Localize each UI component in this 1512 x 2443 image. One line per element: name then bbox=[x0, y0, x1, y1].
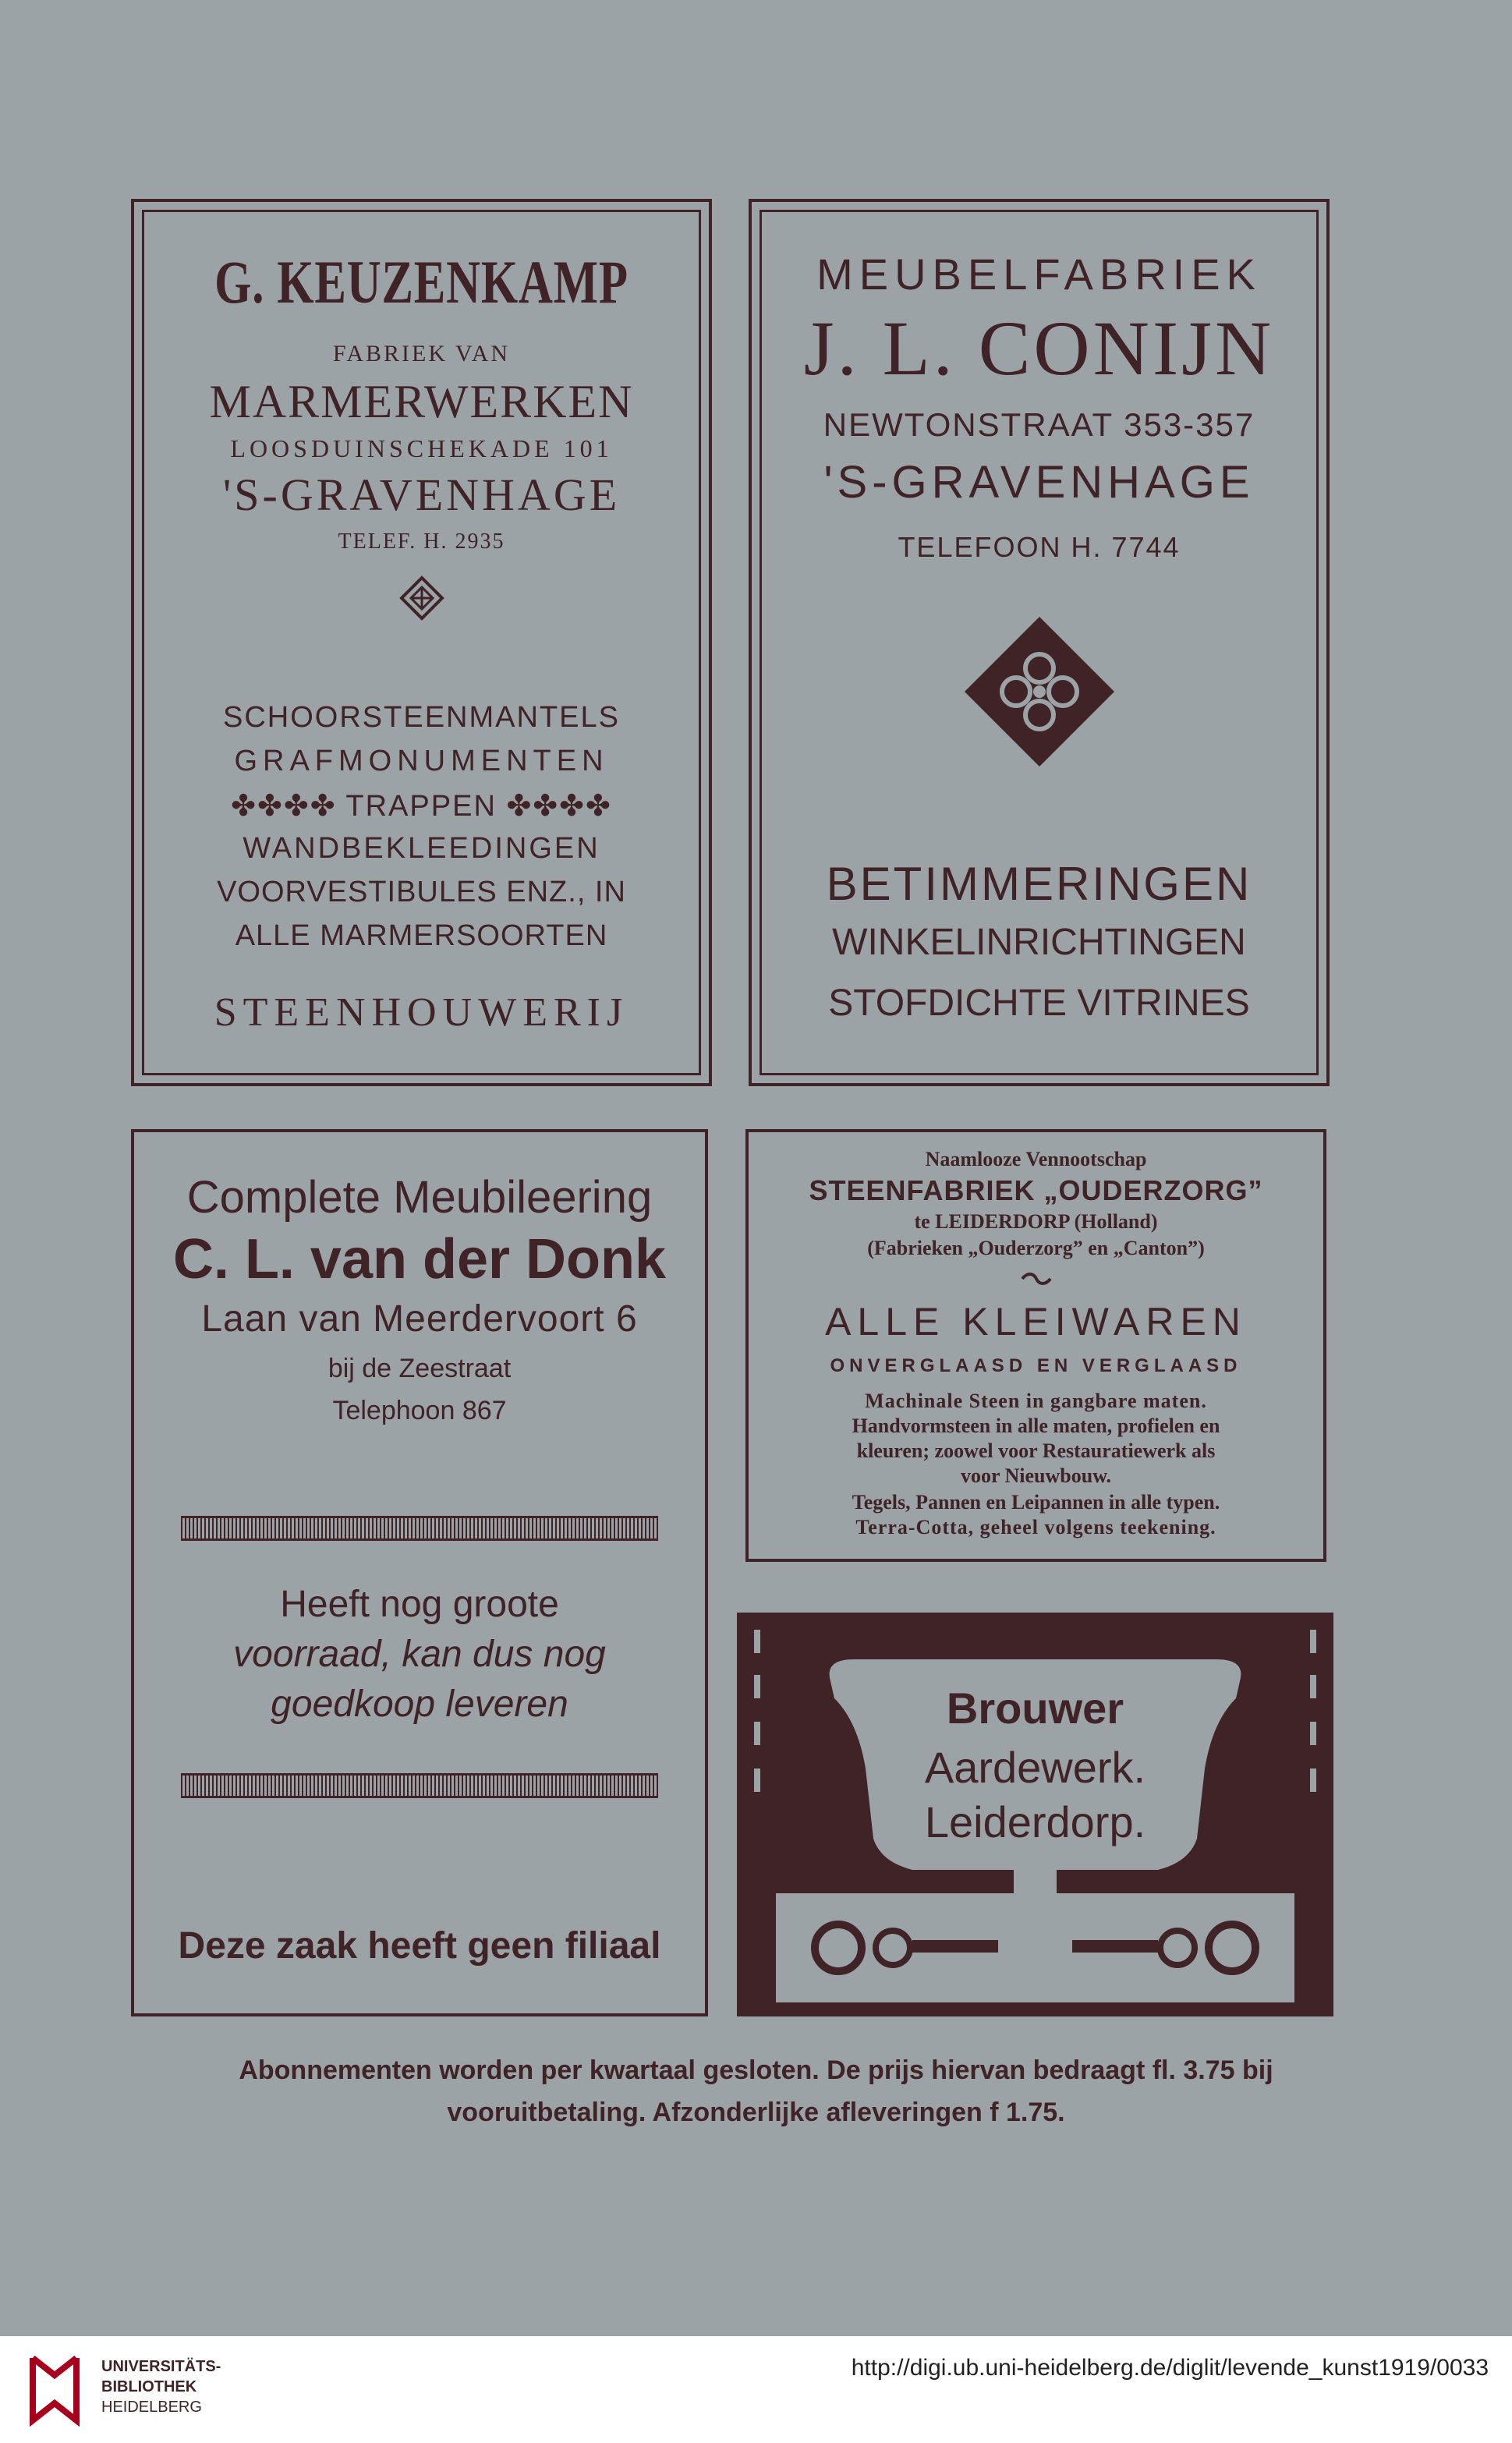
company-header: MEUBELFABRIEK bbox=[816, 250, 1262, 299]
ad-vanderdonk bbox=[131, 1129, 708, 2016]
hatched-divider bbox=[181, 1773, 658, 1798]
product-detail: kleuren; zoowel voor Restauratiewerk als bbox=[856, 1439, 1216, 1462]
company-city: 'S-GRAVENHAGE bbox=[222, 469, 621, 520]
diamond-ornament-icon bbox=[134, 575, 709, 625]
company-near: bij de Zeestraat bbox=[328, 1354, 512, 1383]
service-item: WINKELINRICHTINGEN bbox=[832, 922, 1246, 963]
product-headline: ALLE KLEIWAREN bbox=[825, 1300, 1247, 1344]
library-name: UNIVERSITÄTS- bbox=[101, 2358, 221, 2375]
product-detail: voor Nieuwbouw. bbox=[960, 1464, 1112, 1487]
service-item: GRAFMONUMENTEN bbox=[234, 745, 609, 777]
company-name: G. KEUZENKAMP bbox=[214, 248, 629, 316]
company-trade: MARMERWERKEN bbox=[209, 376, 634, 427]
company-address: Laan van Meerdervoort 6 bbox=[201, 1298, 638, 1340]
service-item: ✤✤✤✤ TRAPPEN ✤✤✤✤ bbox=[231, 790, 612, 823]
offer-line: voorraad, kan dus nog bbox=[233, 1634, 606, 1675]
company-name: STEENFABRIEK „OUDERZORG” bbox=[809, 1174, 1263, 1206]
company-location: te LEIDERDORP (Holland) bbox=[914, 1210, 1158, 1233]
company-street: LOOSDUINSCHEKADE 101 bbox=[230, 434, 613, 462]
service-item: WANDBEKLEEDINGEN bbox=[243, 832, 600, 865]
brand-line: Brouwer bbox=[946, 1684, 1124, 1733]
library-logo-icon bbox=[23, 2349, 86, 2434]
company-footer: Deze zaak heeft geen filiaal bbox=[178, 1925, 661, 1967]
ad-ouderzorg bbox=[745, 1129, 1326, 1562]
product-detail: Handvormsteen in alle maten, profielen en bbox=[852, 1414, 1220, 1437]
brand-line: Aardewerk. bbox=[924, 1743, 1146, 1792]
service-item: STOFDICHTE VITRINES bbox=[828, 983, 1250, 1024]
product-detail: Machinale Steen in gangbare maten. bbox=[865, 1390, 1207, 1412]
ad-brouwer bbox=[737, 1613, 1333, 2016]
company-type: Naamlooze Vennootschap bbox=[925, 1148, 1147, 1170]
service-item: BETIMMERINGEN bbox=[826, 858, 1252, 910]
company-street: NEWTONSTRAAT 353-357 bbox=[823, 406, 1255, 443]
company-factories: (Fabrieken „Ouderzorg” en „Canton”) bbox=[867, 1237, 1205, 1259]
product-detail: Terra-Cotta, geheel volgens teekening. bbox=[855, 1516, 1216, 1538]
offer-line: Heeft nog groote bbox=[280, 1584, 559, 1625]
company-phone: TELEF. H. 2935 bbox=[338, 529, 505, 554]
company-subtitle: FABRIEK VAN bbox=[332, 341, 511, 366]
source-url[interactable]: http://digi.ub.uni-heidelberg.de/diglit/levende_kunst1919/0033 bbox=[851, 2355, 1489, 2381]
library-name: HEIDELBERG bbox=[101, 2399, 202, 2416]
company-footer: STEENHOUWERIJ bbox=[214, 990, 629, 1035]
library-footer bbox=[0, 2336, 1512, 2443]
company-name: C. L. van der Donk bbox=[172, 1228, 667, 1291]
ad-keuzenkamp bbox=[131, 199, 712, 1086]
company-name: J. L. CONIJN bbox=[803, 305, 1275, 391]
service-item: VOORVESTIBULES ENZ., IN bbox=[217, 876, 626, 908]
subscription-note: vooruitbetaling. Afzonderlijke afleveringen f 1.75. bbox=[447, 2098, 1065, 2127]
offer-line: goedkoop leveren bbox=[271, 1684, 568, 1725]
ad-line: Complete Meubileering bbox=[186, 1172, 653, 1223]
service-item: ALLE MARMERSOORTEN bbox=[235, 919, 608, 952]
company-phone: Telephoon 867 bbox=[332, 1396, 507, 1425]
flourish-icon bbox=[749, 1271, 1323, 1292]
hatched-divider bbox=[181, 1516, 658, 1541]
ad-conijn bbox=[749, 199, 1330, 1086]
diamond-ornament-icon bbox=[752, 614, 1326, 774]
product-detail: Tegels, Pannen en Leipannen in alle typen. bbox=[852, 1491, 1220, 1514]
library-name: BIBLIOTHEK bbox=[101, 2378, 197, 2395]
service-item: SCHOORSTEENMANTELS bbox=[223, 701, 620, 734]
product-subhead: ONVERGLAASD EN VERGLAASD bbox=[830, 1355, 1242, 1376]
subscription-note: Abonnementen worden per kwartaal gesloten. De prijs hiervan bedraagt fl. 3.75 bij bbox=[239, 2055, 1273, 2085]
company-city: 'S-GRAVENHAGE bbox=[823, 457, 1255, 508]
brand-line: Leiderdorp. bbox=[924, 1797, 1146, 1846]
company-phone: TELEFOON H. 7744 bbox=[898, 531, 1181, 563]
